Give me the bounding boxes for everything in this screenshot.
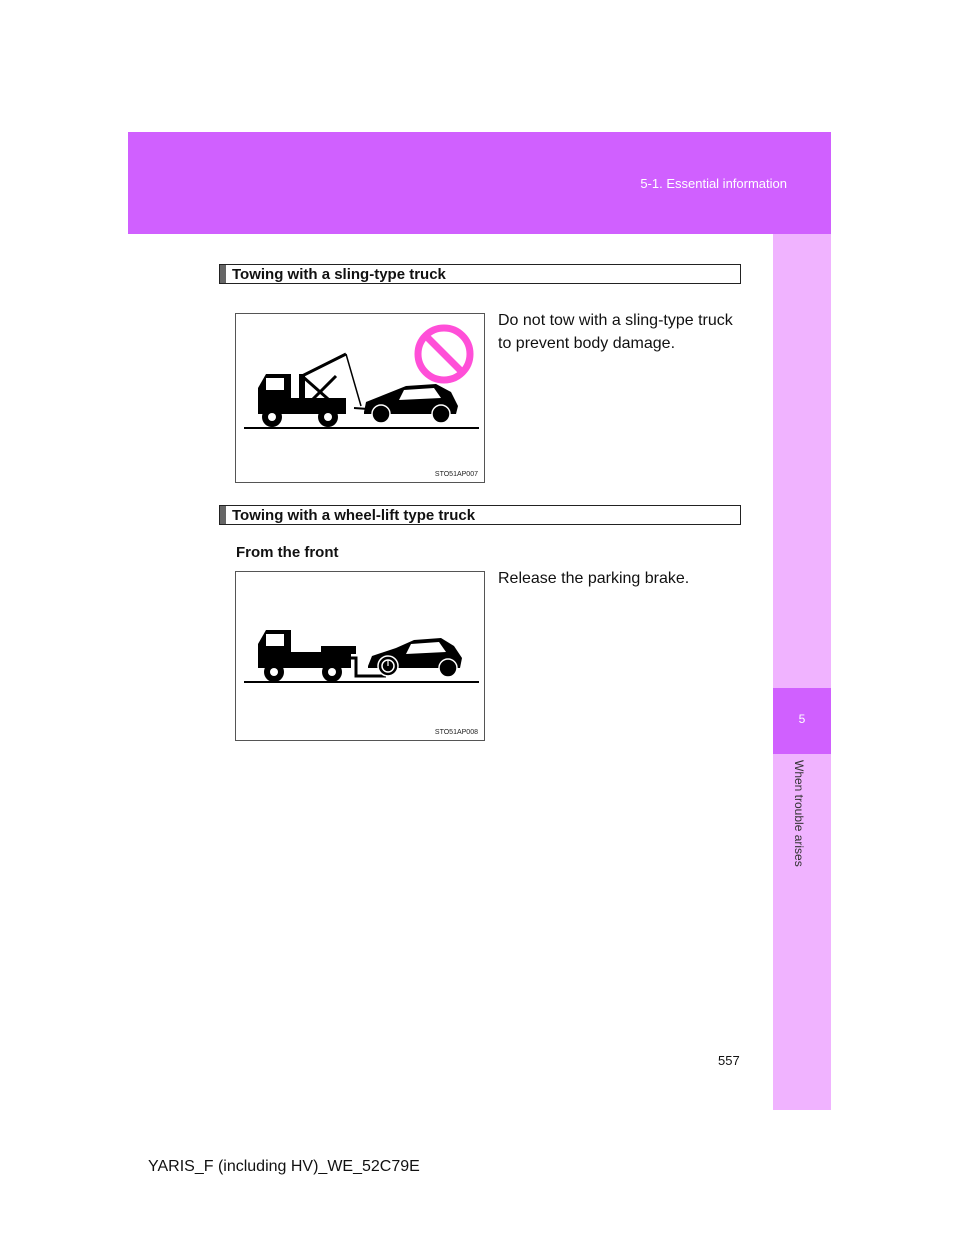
section1-text: [498, 309, 748, 355]
page-number: 557: [718, 1053, 740, 1068]
wheel-lift-tow-illustration: [236, 572, 484, 740]
section-label: 5-1. Essential information: [640, 176, 787, 191]
prohibition-icon: [418, 328, 470, 380]
section1-text-line2: to prevent body damage.: [498, 335, 676, 352]
figure-wheel-lift-tow: [235, 571, 485, 741]
footer-document-id: YARIS_F (including HV)_WE_52C79E: [148, 1158, 420, 1175]
section-heading-sling: [219, 264, 741, 284]
heading-text: Towing with a sling-type truck: [232, 266, 446, 283]
chapter-number: 5: [798, 712, 806, 726]
sub-heading: From the front: [236, 544, 339, 561]
figure-sling-tow: [235, 313, 485, 483]
side-tab: [773, 234, 831, 1110]
chapter-title: When trouble arises: [792, 760, 806, 867]
heading-bar: [220, 506, 226, 524]
figure-code: STO51AP007: [434, 471, 478, 478]
section1-text-line1: Do not tow with a sling-type truck: [498, 312, 733, 329]
heading-text: Towing with a wheel-lift type truck: [232, 507, 476, 524]
section-heading-wheel-lift: [219, 505, 741, 525]
figure-code: STO51AP008: [434, 729, 478, 736]
heading-bar: [220, 265, 226, 283]
section2-text: Release the parking brake.: [498, 570, 690, 587]
sling-tow-illustration: [236, 314, 484, 482]
